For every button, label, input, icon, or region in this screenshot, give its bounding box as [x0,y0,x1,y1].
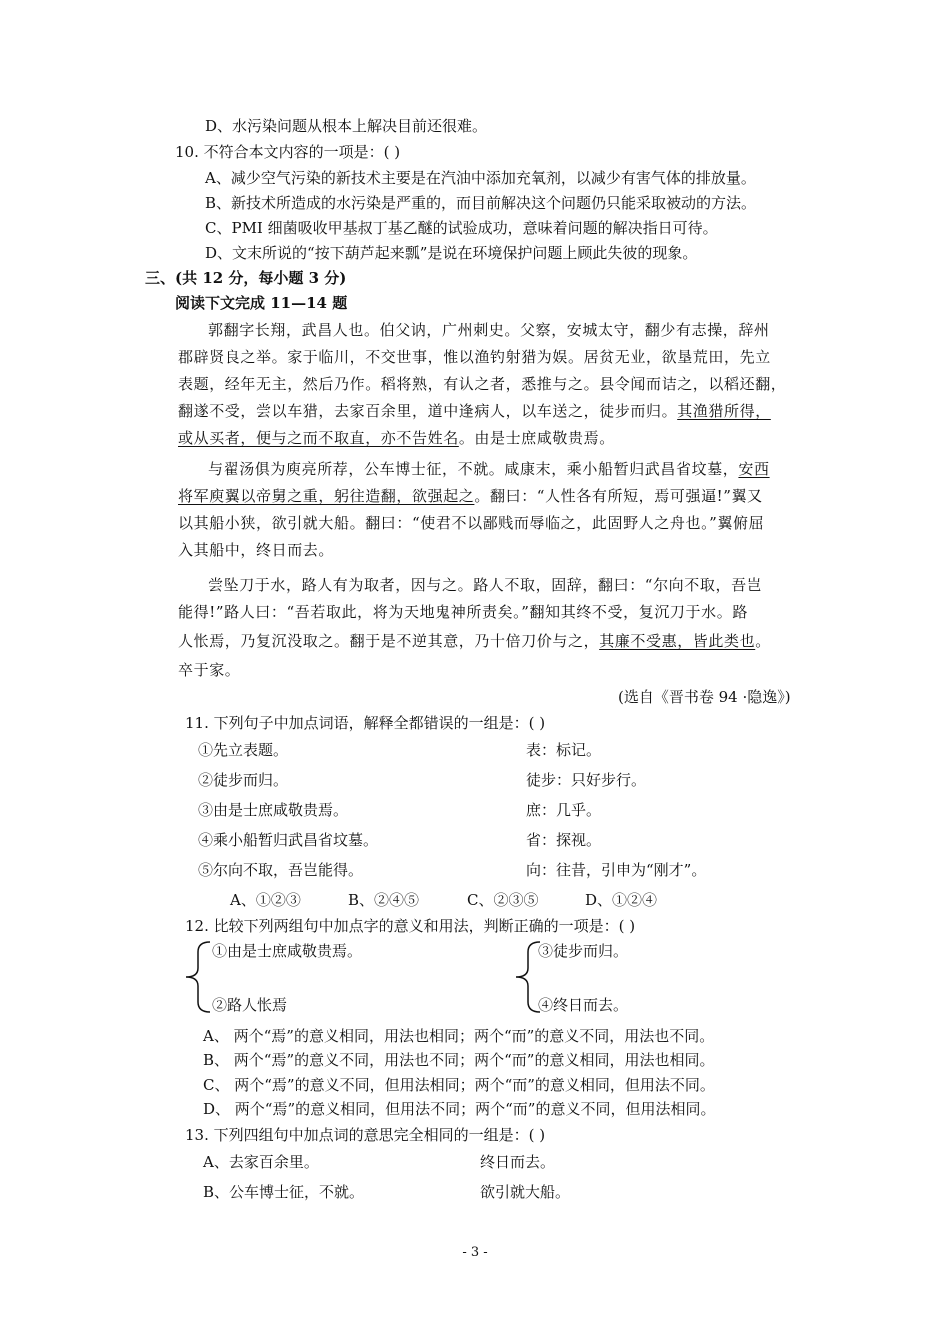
q11-explain-1: 表：标记。 [526,741,602,759]
passage-underline-2b: 将军庾翼以帝舅之重，躬往造翻，欲强起之 [178,487,475,505]
q10-stem: 10. 不符合本文内容的一项是：( ) [175,143,401,161]
q13-option-b-right: 欲引就大船。 [480,1183,571,1201]
q11-explain-2: 徒步：只好步行。 [526,771,647,789]
q9-option-d: D、水污染问题从根本上解决目前还很难。 [205,117,488,135]
q11-explain-3: 庶：几乎。 [526,801,602,819]
passage-p2-line1-text: 与翟汤俱为庾亮所荐，公车博士征，不就。咸康末，乘小船暂归武昌省坟墓， [208,460,739,478]
q10-option-c: C、PMI 细菌吸收甲基叔丁基乙醚的试验成功，意味着问题的解决指日可待。 [205,219,718,237]
q11-sentence-1: ①先立表题。 [198,741,289,759]
passage-p2-line3: 以其船小狭，欲引就大船。翻曰：“使君不以鄙贱而辱临之，此固野人之舟也。”翼俯屈 [178,514,765,532]
q12-group1-a: ①由是士庶咸敬贵焉。 [212,942,363,960]
passage-p1-line4 [178,401,771,421]
passage-p2-line2-text: 。翻曰：“人性各有所短，焉可强逼!”翼又 [474,487,763,505]
left-brace-icon [180,938,214,1016]
passage-p3-line3-text: 人怅焉，乃复沉没取之。翻于是不逆其意，乃十倍刀价与之， [178,632,600,650]
q11-option-c: C、②③⑤ [467,891,539,909]
q12-option-d: D、 两个“焉”的意义相同，但用法不同；两个“而”的意义不同，但用法相同。 [203,1100,716,1118]
q12-group2-b: ④终日而去。 [538,996,629,1014]
passage-p3-line1: 尝坠刀于水，路人有为取者，因与之。路人不取，固辞，翻曰：“尔向不取，吾岂 [208,576,763,594]
q10-option-a: A、减少空气污染的新技术主要是在汽油中添加充氧剂，以减少有害气体的排放量。 [205,169,756,187]
q11-explain-5: 向：往昔，引申为“刚才”。 [526,861,707,879]
passage-underline-3: 其廉不受惠，皆此类也 [599,632,756,650]
passage-p2-line4: 入其船中，终日而去。 [178,541,335,559]
passage-p3-line3-end: 。 [755,632,771,650]
passage-p1-line5 [178,428,615,448]
q13-option-b-left: B、公车博士征，不就。 [203,1183,365,1201]
q13-option-a-right: 终日而去。 [480,1153,556,1171]
q11-sentence-5: ⑤尔向不取，吾岂能得。 [198,861,364,879]
q13-option-a-left: A、去家百余里。 [203,1153,319,1171]
q12-option-b: B、 两个“焉”的意义不同，用法也不同；两个“而”的意义相同，用法也相同。 [203,1051,715,1069]
passage-p1-line2: 郡辟贤良之举。家于临川，不交世事，惟以渔钓射猎为娱。居贫无业，欲垦荒田，先立 [178,348,771,366]
q10-option-b: B、新技术所造成的水污染是严重的，而目前解决这个问题仍只能采取被动的方法。 [205,194,757,212]
passage-underline-2a: 安西 [738,460,770,478]
q11-option-a: A、①②③ [230,891,301,909]
q11-option-b: B、②④⑤ [348,891,420,909]
q12-stem: 12. 比较下列两组句中加点字的意义和用法，判断正确的一项是：( ) [185,917,636,935]
section-3-title: 三、(共 12 分，每小题 3 分) [145,269,347,287]
q12-option-c: C、 两个“焉”的意义不同，但用法相同；两个“而”的意义相同，但用法不同。 [203,1076,715,1094]
passage-p3-line3 [178,631,771,651]
q10-option-d: D、文末所说的“按下葫芦起来瓢”是说在环境保护问题上顾此失彼的现象。 [205,244,698,262]
passage-p2-line2 [178,486,763,506]
passage-p2-line1 [208,459,770,479]
q11-explain-4: 省：探视。 [526,831,602,849]
q11-sentence-3: ③由是士庶咸敬贵焉。 [198,801,349,819]
passage-p1-line1: 郭翻字长翔，武昌人也。伯父讷，广州刺史。父察，安城太守，翻少有志操，辞州 [208,321,770,339]
passage-p1-end: 。由是士庶咸敬贵焉。 [458,429,615,447]
passage-p3-line2: 能得!”路人曰：“吾若取此，将为天地鬼神所责矣。”翻知其终不受，复沉刀于水。路 [178,603,748,621]
passage-source: (选自《晋书卷 94 ·隐逸》) [618,688,791,706]
q13-stem: 13. 下列四组句中加点词的意思完全相同的一组是：( ) [185,1126,546,1144]
passage-p1-line3: 表题，经年无主，然后乃作。稻将熟，有认之者，悉推与之。县令闻而诘之，以稻还翻， [178,375,787,393]
section-3-instruction: 阅读下文完成 11—14 题 [175,294,348,312]
page-number: - 3 - [462,1245,488,1260]
q11-sentence-2: ②徒步而归。 [198,771,289,789]
q11-stem: 11. 下列句子中加点词语，解释全都错误的一组是：( ) [185,714,546,732]
q12-group1-b: ②路人怅焉 [212,996,288,1014]
passage-p1-line4-text: 翻遂不受，尝以车猎，去家百余里，道中逢病人，以车送之，徒步而归。 [178,402,678,420]
passage-underline-1b: 或从买者，便与之而不取直，亦不告姓名 [178,429,459,447]
q12-group2-a: ③徒步而归。 [538,942,629,960]
q11-option-d: D、①②④ [585,891,658,909]
passage-underline-1a: 其渔猎所得， [677,402,771,420]
q12-option-a: A、 两个“焉”的意义相同，用法也相同；两个“而”的意义不同，用法也不同。 [203,1027,715,1045]
passage-p3-line4: 卒于家。 [178,661,241,679]
q11-sentence-4: ④乘小船暂归武昌省坟墓。 [198,831,379,849]
